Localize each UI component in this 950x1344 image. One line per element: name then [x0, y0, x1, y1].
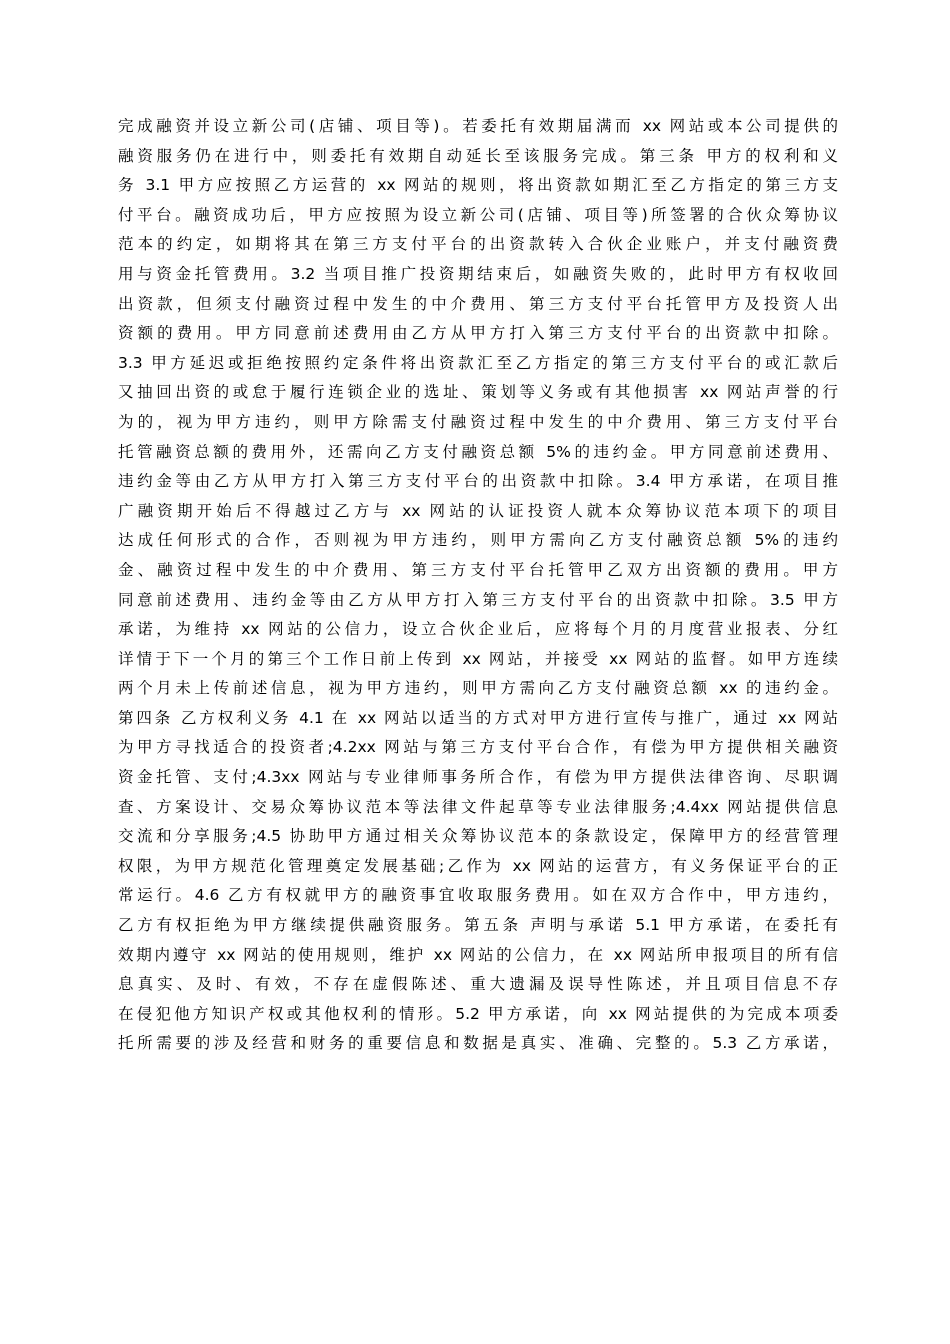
body-text: [118, 112, 838, 1059]
text-line: 息真实、及时、有效，不存在虚假陈述、重大遗漏及误导性陈述，并且项目信息不存: [118, 975, 838, 994]
text-line: 融资服务仍在进行中，则委托有效期自动延长至该服务完成。第三条 甲方的权利和义: [118, 146, 838, 165]
text-line: 务 3.1 甲方应按照乙方运营的 xx 网站的规则，将出资款如期汇至乙方指定的第三方支: [118, 176, 838, 195]
text-line: 同意前述费用、违约金等由乙方从甲方打入第三方支付平台的出资款中扣除。3.5 甲方: [118, 590, 838, 609]
text-line: 查、方案设计、交易众筹协议范本等法律文件起草等专业法律服务;4.4xx 网站提供信息: [118, 797, 838, 816]
text-line: 范本的约定，如期将其在第三方支付平台的出资款转入合伙企业账户，并支付融资费: [118, 235, 838, 254]
text-line: 违约金等由乙方从甲方打入第三方支付平台的出资款中扣除。3.4 甲方承诺，在项目推: [118, 472, 838, 491]
text-line: 托管融资总额的费用外，还需向乙方支付融资总额 5%的违约金。甲方同意前述费用、: [118, 442, 838, 461]
text-line: 完成融资并设立新公司(店铺、项目等)。若委托有效期届满而 xx 网站或本公司提供的: [118, 117, 838, 135]
text-line: 第四条 乙方权利义务 4.1 在 xx 网站以适当的方式对甲方进行宣传与推广，通过 xx 网站: [118, 708, 838, 727]
text-line: 托所需要的涉及经营和财务的重要信息和数据是真实、准确、完整的。5.3 乙方承诺，: [118, 1034, 838, 1053]
text-line: 金、融资过程中发生的中介费用、第三方支付平台托管甲乙双方出资额的费用。甲方: [118, 560, 838, 579]
text-line: 两个月未上传前述信息，视为甲方违约，则甲方需向乙方支付融资总额 xx 的违约金。: [118, 679, 838, 698]
text-line: 资额的费用。甲方同意前述费用由乙方从甲方打入第三方支付平台的出资款中扣除。: [118, 324, 838, 343]
text-line: 出资款，但须支付融资过程中发生的中介费用、第三方支付平台托管甲方及投资人出: [118, 294, 838, 313]
text-line: 乙方有权拒绝为甲方继续提供融资服务。第五条 声明与承诺 5.1 甲方承诺，在委托有: [118, 916, 838, 935]
text-line: 常运行。4.6 乙方有权就甲方的融资事宜收取服务费用。如在双方合作中，甲方违约，: [118, 886, 838, 905]
text-line: 用与资金托管费用。3.2 当项目推广投资期结束后，如融资失败的，此时甲方有权收回: [118, 264, 838, 283]
text-line: 效期内遵守 xx 网站的使用规则，维护 xx 网站的公信力，在 xx 网站所申报项目的所有信: [118, 945, 838, 964]
text-line: 为的，视为甲方违约，则甲方除需支付融资过程中发生的中介费用、第三方支付平台: [118, 412, 838, 431]
text-line: 资金托管、支付;4.3xx 网站与专业律师事务所合作，有偿为甲方提供法律咨询、尽职调: [118, 768, 838, 787]
text-line: 在侵犯他方知识产权或其他权利的情形。5.2 甲方承诺，向 xx 网站提供的为完成本项委: [118, 1004, 838, 1023]
text-line: 交流和分享服务;4.5 协助甲方通过相关众筹协议范本的条款设定，保障甲方的经营管理: [118, 827, 838, 846]
text-line: 承诺，为维持 xx 网站的公信力，设立合伙企业后，应将每个月的月度营业报表、分红: [118, 620, 838, 639]
text-line: 3.3 甲方延迟或拒绝按照约定条件将出资款汇至乙方指定的第三方支付平台的或汇款后: [118, 353, 838, 372]
text-line: 广融资期开始后不得越过乙方与 xx 网站的认证投资人就本众筹协议范本项下的项目: [118, 501, 838, 520]
text-line: 为甲方寻找适合的投资者;4.2xx 网站与第三方支付平台合作，有偿为甲方提供相关融资: [118, 738, 838, 757]
text-line: 达成任何形式的合作，否则视为甲方违约，则甲方需向乙方支付融资总额 5%的违约: [118, 531, 838, 550]
text-line: 权限，为甲方规范化管理奠定发展基础;乙作为 xx 网站的运营方，有义务保证平台的正: [118, 856, 838, 875]
text-line: 又抽回出资的或怠于履行连锁企业的选址、策划等义务或有其他损害 xx 网站声誉的行: [118, 383, 838, 402]
text-line: 详情于下一个月的第三个工作日前上传到 xx 网站，并接受 xx 网站的监督。如甲方连续: [118, 649, 838, 668]
text-line: 付平台。融资成功后，甲方应按照为设立新公司(店铺、项目等)所签署的合伙众筹协议: [118, 205, 838, 224]
